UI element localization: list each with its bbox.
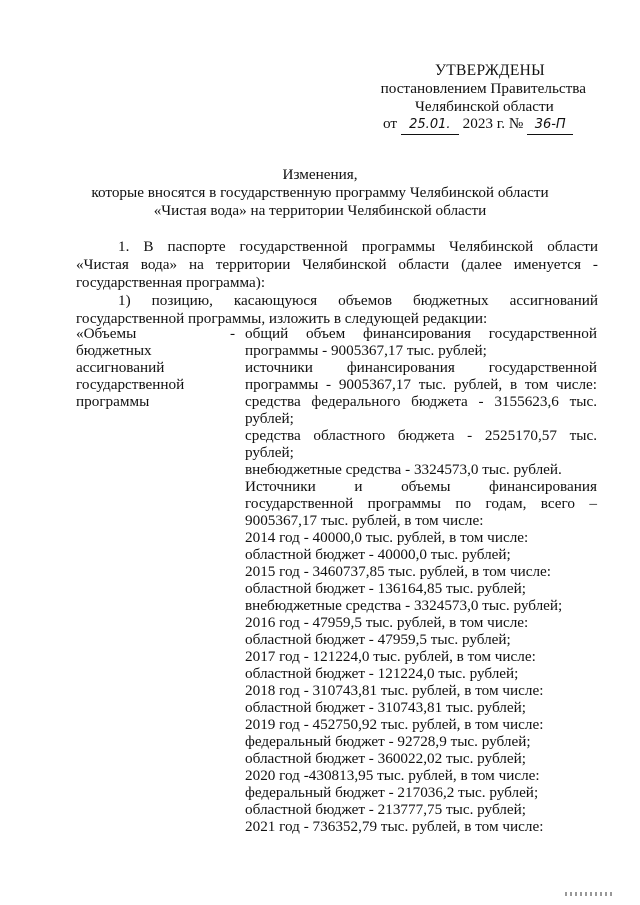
decree-number: 36-П <box>527 116 573 135</box>
heading-line-1: Изменения, <box>282 166 358 183</box>
value-line-21: областной бюджет - 121224,0 тыс. рублей; <box>245 665 519 682</box>
paragraph-2-line-1: 1) позицию, касающуюся объемов бюджетных ассигнований <box>118 292 598 309</box>
value-line-11: государственной программы по годам, всего – <box>245 495 597 512</box>
approval-title: УТВЕРЖДЕНЫ <box>435 62 545 79</box>
value-line-16: областной бюджет - 136164,85 тыс. рублей; <box>245 580 526 597</box>
date-prefix: от <box>383 115 398 132</box>
paragraph-1-line-2: «Чистая вода» на территории Челябинской области (далее именуется - <box>76 256 598 273</box>
label-line-4: государственной <box>76 376 185 393</box>
value-line-25: федеральный бюджет - 92728,9 тыс. рублей; <box>245 733 531 750</box>
year-text: 2023 г. № <box>462 115 524 132</box>
label-line-1: «Объемы <box>76 325 137 342</box>
value-line-23: областной бюджет - 310743,81 тыс. рублей; <box>245 699 526 716</box>
label-dash: - <box>230 325 236 342</box>
label-line-2: бюджетных <box>76 342 152 359</box>
value-line-29: областной бюджет - 213777,75 тыс. рублей; <box>245 801 526 818</box>
heading-line-3: «Чистая вода» на территории Челябинской области <box>153 202 487 219</box>
value-line-12: 9005367,17 тыс. рублей, в том числе: <box>245 512 484 529</box>
date-value: 25.01. <box>401 116 459 135</box>
scan-artifact <box>565 892 615 896</box>
value-line-3: источники финансирования государственной <box>245 359 597 376</box>
approval-line-1: постановлением Правительства <box>380 80 586 97</box>
value-line-27: 2020 год -430813,95 тыс. рублей, в том числе: <box>245 767 540 784</box>
approval-line-2: Челябинской области <box>415 98 554 115</box>
value-line-7: средства областного бюджета - 2525170,57 тыс. <box>245 427 597 444</box>
label-line-3: ассигнований <box>76 359 165 376</box>
paragraph-2-line-2: государственной программы, изложить в следующей редакции: <box>76 310 488 327</box>
paragraph-1-line-1: 1. В паспорте государственной программы Челябинской области <box>118 238 598 255</box>
value-line-1: общий объем финансирования государственной <box>245 325 597 342</box>
heading-line-2: которые вносятся в государственную программу Челябинской области <box>91 184 549 201</box>
value-line-20: 2017 год - 121224,0 тыс. рублей, в том числе: <box>245 648 536 665</box>
value-line-8: рублей; <box>245 444 294 461</box>
value-line-14: областной бюджет - 40000,0 тыс. рублей; <box>245 546 511 563</box>
value-line-13: 2014 год - 40000,0 тыс. рублей, в том числе: <box>245 529 529 546</box>
value-line-19: областной бюджет - 47959,5 тыс. рублей; <box>245 631 511 648</box>
value-line-22: 2018 год - 310743,81 тыс. рублей, в том числе: <box>245 682 544 699</box>
value-line-17: внебюджетные средства - 3324573,0 тыс. рублей; <box>245 597 563 614</box>
value-line-9: внебюджетные средства - 3324573,0 тыс. рублей. <box>245 461 562 478</box>
label-line-5: программы <box>76 393 150 410</box>
value-line-18: 2016 год - 47959,5 тыс. рублей, в том числе: <box>245 614 529 631</box>
value-line-5: средства федерального бюджета - 3155623,6 тыс. <box>245 393 597 410</box>
value-line-6: рублей; <box>245 410 294 427</box>
value-line-4: программы - 9005367,17 тыс. рублей, в том числе: <box>245 376 597 393</box>
value-line-2: программы - 9005367,17 тыс. рублей; <box>245 342 487 359</box>
value-line-15: 2015 год - 3460737,85 тыс. рублей, в том числе: <box>245 563 552 580</box>
value-line-28: федеральный бюджет - 217036,2 тыс. рублей; <box>245 784 539 801</box>
value-line-30: 2021 год - 736352,79 тыс. рублей, в том числе: <box>245 818 544 835</box>
approval-date-line <box>383 115 573 135</box>
value-line-10: Источники и объемы финансирования <box>245 478 597 495</box>
value-line-26: областной бюджет - 360022,02 тыс. рублей; <box>245 750 526 767</box>
value-line-24: 2019 год - 452750,92 тыс. рублей, в том числе: <box>245 716 544 733</box>
paragraph-1-line-3: государственная программа): <box>76 274 266 291</box>
